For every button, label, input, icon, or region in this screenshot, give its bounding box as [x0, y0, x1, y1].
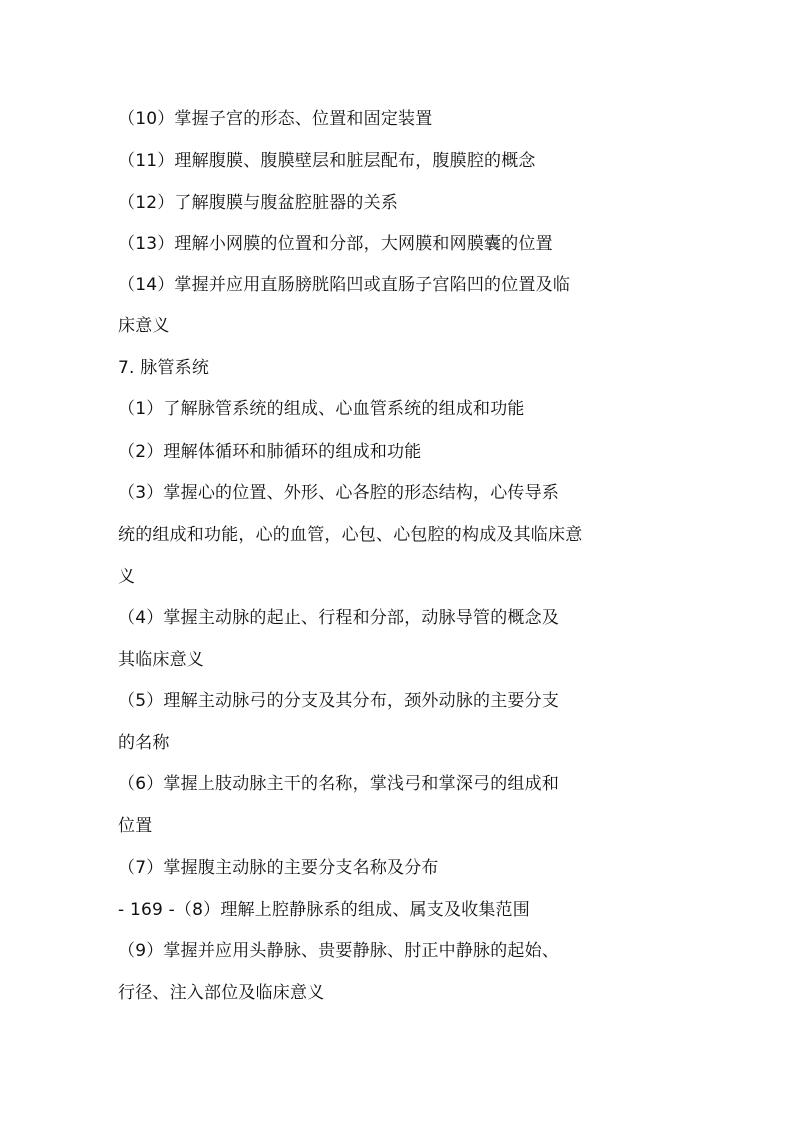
page-number-and-item-8: - 169 -（8）理解上腔静脉系的组成、属支及收集范围 — [118, 900, 530, 920]
vascular-item-5: （5）理解主动脉弓的分支及其分布，颈外动脉的主要分支 — [118, 691, 560, 711]
vascular-item-6: （6）掌握上肢动脉主干的名称，掌浅弓和掌深弓的组成和 — [118, 774, 560, 794]
vascular-item-4-continued: 其临床意义 — [118, 650, 204, 670]
vascular-item-3: （3）掌握心的位置、外形、心各腔的形态结构，心传导系 — [118, 483, 560, 503]
item-14: （14）掌握并应用直肠膀胱陷凹或直肠子宫陷凹的位置及临 — [118, 275, 571, 295]
vascular-item-3-continued-2: 义 — [118, 567, 136, 587]
vascular-item-1: （1）了解脉管系统的组成、心血管系统的组成和功能 — [118, 399, 525, 419]
item-14-continued: 床意义 — [118, 316, 170, 336]
item-11: （11）理解腹膜、腹膜壁层和脏层配布，腹膜腔的概念 — [118, 151, 536, 171]
vascular-item-3-continued: 统的组成和功能，心的血管，心包、心包腔的构成及其临床意 — [118, 525, 583, 545]
vascular-item-5-continued: 的名称 — [118, 733, 170, 753]
vascular-item-4: （4）掌握主动脉的起止、行程和分部，动脉导管的概念及 — [118, 608, 560, 628]
vascular-item-9: （9）掌握并应用头静脉、贵要静脉、肘正中静脉的起始、 — [118, 941, 560, 961]
item-12: （12）了解腹膜与腹盆腔脏器的关系 — [118, 193, 399, 213]
vascular-item-2: （2）理解体循环和肺循环的组成和功能 — [118, 442, 422, 462]
item-13: （13）理解小网膜的位置和分部，大网膜和网膜囊的位置 — [118, 234, 553, 254]
section-heading-7: 7. 脉管系统 — [118, 358, 210, 378]
item-10: （10）掌握子宫的形态、位置和固定装置 — [118, 109, 433, 129]
vascular-item-7: （7）掌握腹主动脉的主要分支名称及分布 — [118, 858, 439, 878]
vascular-item-9-continued: 行径、注入部位及临床意义 — [118, 983, 325, 1003]
vascular-item-6-continued: 位置 — [118, 816, 153, 836]
